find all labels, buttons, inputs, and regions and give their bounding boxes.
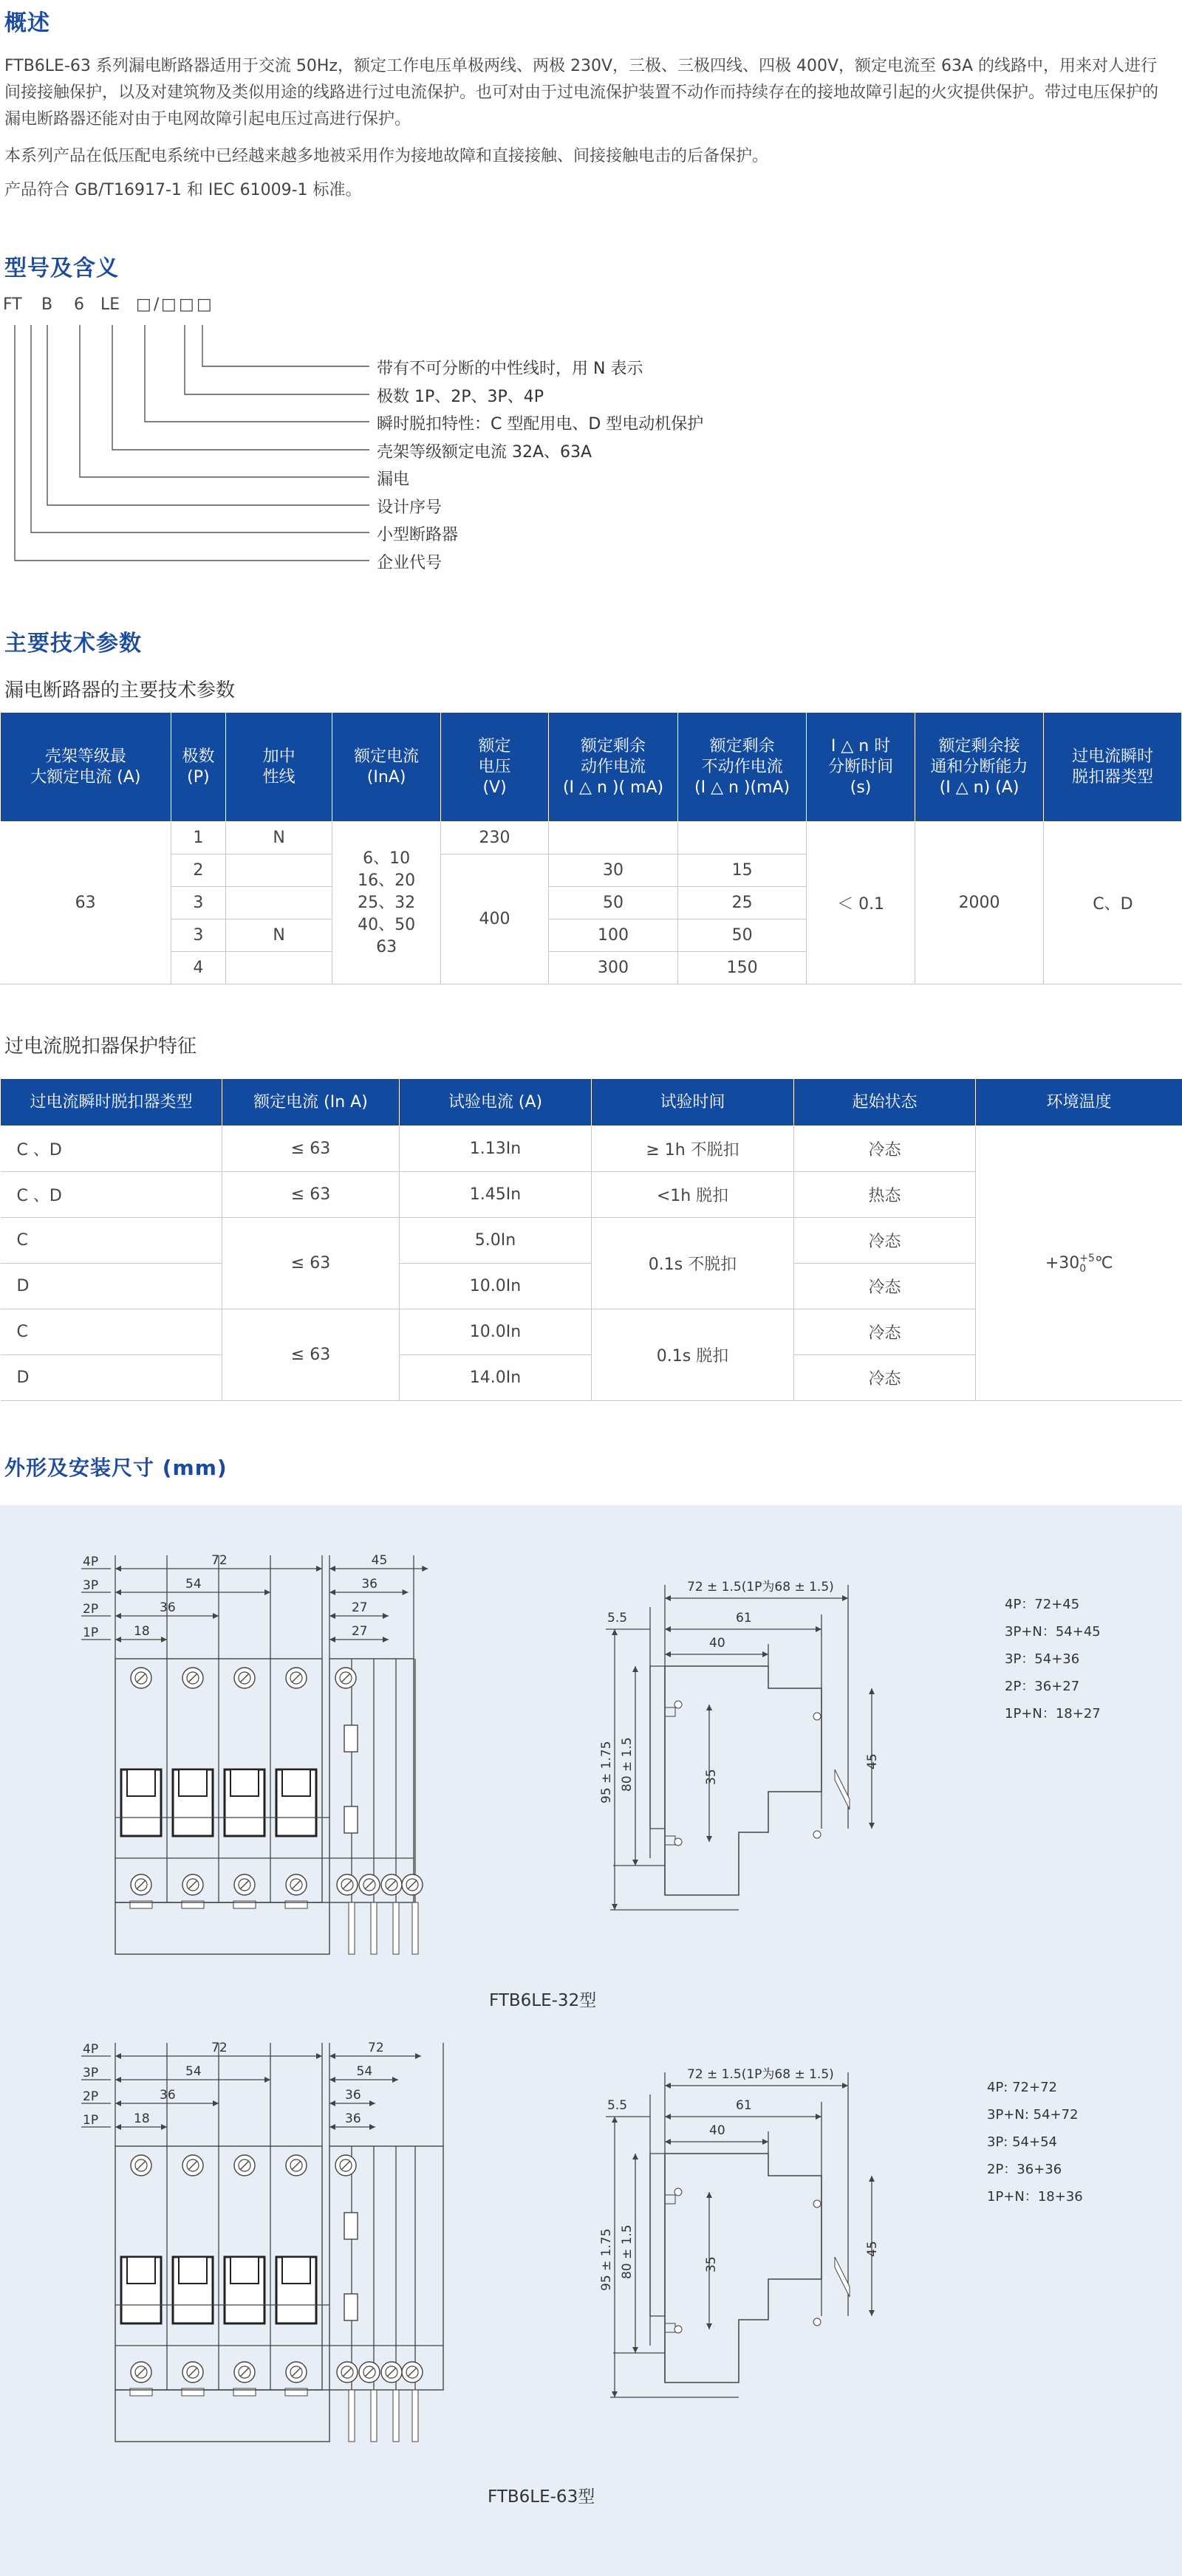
front-width-dim-arrow-l — [115, 1589, 121, 1595]
model-meaning-trip: 瞬时脱扣特性：C 型配用电、D 型电动机保护 — [377, 415, 704, 434]
profile-95-dim-arrow-t — [612, 1629, 618, 1635]
cell-residual-nonop: 15 — [677, 854, 807, 887]
profile-width-dim-arrow-l — [665, 2083, 671, 2089]
pole-label: 2P — [83, 1602, 99, 1617]
params-heading: 主要技术参数 — [4, 631, 142, 657]
profile-width-dim-arrow-r — [842, 2083, 848, 2089]
pole-label: 1P — [83, 2113, 99, 2128]
model-code-b: B — [41, 295, 53, 314]
model-meaning-frame: 壳架等级额定电流 32A、63A — [377, 443, 592, 462]
toggle-lever — [230, 1770, 259, 1796]
model-meaning-poles: 极数 1P、2P、3P、4P — [377, 388, 544, 406]
oc-time: 0.1s 不脱扣 — [592, 1218, 794, 1309]
oc-rated: ≤ 63 — [222, 1172, 400, 1218]
profile-95-dim-arrow-b — [612, 2391, 618, 2397]
toggle-lever — [282, 2257, 310, 2284]
toggle-lever — [282, 1770, 310, 1796]
model-heading: 型号及含义 — [4, 256, 119, 281]
toggle-lever — [179, 1770, 207, 1796]
cell-poles: 3 — [171, 919, 225, 952]
model-code-box-4: □ — [197, 295, 212, 314]
side-width-dim-arrow-r — [422, 1566, 428, 1572]
test-button — [344, 2213, 358, 2239]
profile-hole — [813, 2318, 821, 2326]
oc-th-type: 过电流瞬时脱扣器类型 — [1, 1079, 222, 1126]
connector-pin — [371, 1902, 377, 1954]
profile-view-63 — [599, 2067, 880, 2397]
oc-state: 冷态 — [794, 1355, 976, 1401]
side-width-dim-arrow-l — [329, 1637, 335, 1642]
cell-residual-nonop — [677, 822, 807, 854]
profile-61-label: 61 — [736, 2098, 752, 2113]
profile-40-dim-arrow-r — [762, 2139, 768, 2145]
notes-63: 4P: 72+72 3P+N: 54+72 3P: 54+54 2P：36+36 1P+N：18+36 — [987, 2080, 1083, 2205]
profile-hole — [674, 2188, 682, 2196]
front-width-dim-arrow-r — [316, 1566, 322, 1572]
profile-hole — [674, 1838, 682, 1846]
side-width-dim-arrow-l — [329, 1589, 335, 1595]
profile-95-dim-arrow-t — [612, 2117, 618, 2123]
rcd-module-body — [329, 1659, 414, 1902]
th-voltage: 额定 电压 (V) — [440, 713, 548, 822]
side-width-label: 27 — [351, 1600, 368, 1615]
pole-label: 2P — [83, 2089, 99, 2104]
profile-45-label: 45 — [865, 2241, 880, 2257]
profile-45-dim-arrow-b — [869, 1823, 875, 1829]
oc-th-time: 试验时间 — [592, 1079, 794, 1126]
profile-55-label: 5.5 — [607, 2098, 628, 2113]
front-width-dim-arrow-l — [115, 1637, 121, 1642]
model-meaning-company: 企业代号 — [377, 554, 443, 572]
front-view-32 — [81, 1553, 428, 1954]
oc-th-state: 起始状态 — [794, 1079, 976, 1126]
overcurrent-table — [0, 1078, 1182, 1401]
th-frame: 壳架等级最 大额定电流 (A) — [1, 713, 171, 822]
toggle-profile — [835, 1770, 850, 1809]
oc-time: 0.1s 脱扣 — [592, 1309, 794, 1401]
front-width-label: 72 — [211, 1553, 228, 1568]
profile-outline — [665, 1666, 821, 1895]
side-width-dim-arrow-l — [329, 1566, 335, 1572]
profile-hole — [674, 2326, 682, 2333]
overcurrent-subtitle: 过电流脱扣器保护特征 — [4, 1035, 197, 1058]
profile-95-dim-arrow-b — [612, 1904, 618, 1910]
profile-95-label: 95 ± 1.75 — [599, 1741, 614, 1803]
cell-residual-nonop: 50 — [677, 919, 807, 952]
profile-95-label: 95 ± 1.75 — [599, 2228, 614, 2291]
toggle-lever — [127, 2257, 155, 2284]
oc-type: D — [1, 1264, 222, 1309]
overcurrent-header-row — [1, 1079, 1182, 1126]
oc-current: 10.0In — [400, 1309, 592, 1355]
toggle-lever — [230, 2257, 259, 2284]
housing-bottom — [115, 2390, 329, 2442]
front-view-63 — [81, 2041, 443, 2442]
front-width-label: 54 — [185, 2064, 202, 2079]
profile-35-dim-arrow-t — [706, 1705, 712, 1710]
profile-hole — [813, 1713, 821, 1720]
profile-45-dim-arrow-t — [869, 2176, 875, 2182]
cell-poles: 2 — [171, 854, 225, 887]
din-notch — [665, 1836, 675, 1845]
side-width-dim-arrow-l — [329, 2053, 335, 2059]
profile-35-dim-arrow-b — [706, 1836, 712, 1842]
profile-45-dim-arrow-t — [869, 1688, 875, 1694]
cell-voltage: 400 — [440, 854, 548, 984]
front-width-label: 72 — [211, 2041, 228, 2055]
rcd-module-body — [329, 2146, 443, 2390]
cell-neutral — [225, 887, 332, 919]
profile-hole — [813, 1831, 821, 1838]
side-width-dim-arrow-r — [383, 1613, 389, 1619]
dimensions-heading: 外形及安装尺寸 (mm) — [4, 1456, 228, 1480]
front-width-dim-arrow-r — [264, 2077, 270, 2083]
params-table — [0, 712, 1182, 984]
profile-hole — [674, 1701, 682, 1708]
profile-40-dim-arrow-l — [665, 2139, 671, 2145]
model-code-slash: / — [154, 295, 160, 314]
front-width-dim-arrow-r — [161, 1637, 167, 1642]
front-width-dim-arrow-l — [115, 1566, 121, 1572]
cell-residual-nonop: 150 — [677, 952, 807, 984]
profile-80-dim-arrow-b — [632, 1860, 638, 1866]
cell-residual-op: 300 — [549, 952, 678, 984]
front-width-dim-arrow-r — [264, 1589, 270, 1595]
side-width-dim-arrow-r — [392, 2077, 398, 2083]
cell-residual-op: 30 — [549, 854, 678, 887]
din-notch — [665, 2323, 675, 2332]
front-width-dim-arrow-l — [115, 2077, 121, 2083]
oc-ambient-temp: +30 +5 0 ℃ — [976, 1126, 1182, 1401]
oc-time: ≥ 1h 不脱扣 — [592, 1126, 794, 1172]
profile-80-label: 80 ± 1.5 — [620, 1737, 635, 1792]
profile-61-dim-arrow-r — [816, 2114, 821, 2120]
side-width-label: 36 — [345, 2088, 361, 2103]
profile-80-dim-arrow-t — [632, 2154, 638, 2159]
cell-residual-op — [549, 822, 678, 854]
din-notch — [665, 2195, 675, 2204]
th-neutral: 加中 性线 — [225, 713, 332, 822]
th-rated-current: 额定电流 (InA) — [332, 713, 440, 822]
cell-poles: 4 — [171, 952, 225, 984]
cell-residual-op: 100 — [549, 919, 678, 952]
profile-61-dim-arrow-l — [665, 1626, 671, 1632]
profile-45-label: 45 — [865, 1753, 880, 1770]
pole-label: 4P — [83, 2042, 99, 2057]
profile-80-dim-arrow-b — [632, 2347, 638, 2353]
params-header-row — [1, 713, 1182, 822]
profile-61-label: 61 — [736, 1611, 752, 1626]
cell-rated-current: 6、10 16、20 25、32 40、50 63 — [332, 822, 440, 984]
reset-button — [344, 2294, 358, 2320]
cell-residual-op: 50 — [549, 887, 678, 919]
model-meaning-neutral: 带有不可分断的中性线时，用 N 表示 — [377, 360, 643, 378]
model-code-box-2: □ — [161, 295, 177, 314]
front-width-dim-arrow-l — [115, 2053, 121, 2059]
params-subtitle: 漏电断路器的主要技术参数 — [4, 679, 236, 702]
oc-current: 10.0In — [400, 1264, 592, 1309]
model-meaning-mcb: 小型断路器 — [377, 526, 459, 544]
profile-40-dim-arrow-l — [665, 1651, 671, 1657]
pole-label: 3P — [83, 2066, 99, 2080]
profile-55-label: 5.5 — [607, 1611, 628, 1626]
cell-frame: 63 — [1, 822, 171, 984]
side-width-label: 27 — [351, 1624, 368, 1639]
front-width-dim-arrow-r — [161, 2124, 167, 2130]
cell-poles: 1 — [171, 822, 225, 854]
pole-label: 4P — [83, 1555, 99, 1569]
oc-state: 冷态 — [794, 1126, 976, 1172]
profile-35-label: 35 — [704, 1769, 719, 1785]
profile-80-dim-arrow-t — [632, 1666, 638, 1672]
th-poles: 极数 (P) — [171, 713, 225, 822]
profile-35-label: 35 — [704, 2256, 719, 2272]
oc-th-current: 试验电流 (A) — [400, 1079, 592, 1126]
th-break-time: I △ n 时 分断时间 (s) — [807, 713, 915, 822]
cell-residual-nonop: 25 — [677, 887, 807, 919]
caption-63: FTB6LE-63型 — [488, 2487, 595, 2507]
connector-pin — [412, 2390, 418, 2442]
profile-40-label: 40 — [709, 2123, 725, 2138]
profile-45-dim-arrow-b — [869, 2310, 875, 2316]
profile-width-label: 72 ± 1.5(1P为68 ± 1.5) — [687, 1580, 834, 1594]
cell-neutral — [225, 952, 332, 984]
housing-bottom — [115, 1902, 329, 1954]
profile-61-dim-arrow-l — [665, 2114, 671, 2120]
front-width-dim-arrow-l — [115, 1613, 121, 1619]
connector-pin — [393, 1902, 399, 1954]
pole-label: 1P — [83, 1626, 99, 1640]
table-row — [1, 1126, 1182, 1172]
oc-current: 5.0In — [400, 1218, 592, 1264]
side-width-dim-arrow-r — [415, 2053, 421, 2059]
connector-pin — [349, 1902, 355, 1954]
toggle-lever — [179, 2257, 207, 2284]
th-capacity: 额定剩余接 通和分断能力 (I △ n) (A) — [915, 713, 1044, 822]
front-width-dim-arrow-r — [316, 2053, 322, 2059]
side-width-label: 36 — [345, 2111, 361, 2126]
reset-button — [344, 1806, 358, 1833]
oc-th-temp: 环境温度 — [976, 1079, 1182, 1126]
front-width-label: 18 — [134, 2111, 150, 2126]
overview-heading: 概述 — [4, 10, 50, 36]
oc-state: 冷态 — [794, 1264, 976, 1309]
cell-neutral: N — [225, 822, 332, 854]
front-width-dim-arrow-r — [213, 2100, 219, 2106]
caption-32: FTB6LE-32型 — [489, 1991, 597, 2010]
front-width-label: 18 — [134, 1624, 150, 1639]
cell-break-time: ＜ 0.1 — [807, 822, 915, 984]
side-width-label: 45 — [371, 1553, 388, 1568]
overview-para-2: 本系列产品在低压配电系统中已经越来越多地被采用作为接地故障和直接接触、间接接触电击的后备保护。 — [4, 147, 769, 165]
connector-pin — [412, 1902, 418, 1954]
side-width-dim-arrow-l — [329, 2100, 335, 2106]
model-code-6: 6 — [74, 295, 84, 314]
overview-para-3: 产品符合 GB/T16917-1 和 IEC 61009-1 标准。 — [4, 181, 362, 199]
oc-type: C 、D — [1, 1126, 222, 1172]
th-residual-nonop: 额定剩余 不动作电流 (I △ n )(mA) — [677, 713, 807, 822]
overview-para-1: FTB6LE-63 系列漏电断路器适用于交流 50Hz，额定工作电压单极两线、两极 230V，三极、三极四线、四极 400V，额定电流至 63A 的线路中，用来对人进行间接接触保护，以及对建筑物及类似用途的线路进行过电流保护。也可对由于过电流保护装置不动作而持续存在的接地故障引起的火灾提供保护。带过电压保护的漏电断路器还能对由于电网故障引起电压过高进行保护。 — [4, 57, 1159, 129]
profile-outline — [665, 2154, 821, 2383]
side-width-label: 36 — [361, 1577, 378, 1592]
profile-40-label: 40 — [709, 1636, 725, 1651]
model-meaning-leakage: 漏电 — [377, 470, 410, 489]
oc-state: 冷态 — [794, 1309, 976, 1355]
cell-neutral — [225, 854, 332, 887]
front-width-dim-arrow-r — [213, 1613, 219, 1619]
profile-35-dim-arrow-t — [706, 2192, 712, 2198]
oc-state: 热态 — [794, 1172, 976, 1218]
cell-trip-type: C、D — [1044, 822, 1182, 984]
oc-state: 冷态 — [794, 1218, 976, 1264]
params-row — [1, 822, 1182, 854]
model-meaning-design: 设计序号 — [377, 499, 443, 517]
cell-poles: 3 — [171, 887, 225, 919]
side-width-dim-arrow-r — [403, 1589, 409, 1595]
oc-type: C 、D — [1, 1172, 222, 1218]
profile-width-label: 72 ± 1.5(1P为68 ± 1.5) — [687, 2067, 834, 2082]
model-diagram — [0, 295, 739, 576]
front-width-label: 36 — [160, 1600, 176, 1615]
dimension-drawings — [0, 1505, 1182, 2576]
oc-rated: ≤ 63 — [222, 1309, 400, 1401]
profile-80-label: 80 ± 1.5 — [620, 2224, 635, 2279]
oc-current: 14.0In — [400, 1355, 592, 1401]
profile-35-dim-arrow-b — [706, 2323, 712, 2329]
toggle-profile — [835, 2257, 850, 2297]
side-width-dim-arrow-r — [369, 2124, 375, 2130]
front-width-dim-arrow-l — [115, 2100, 121, 2106]
profile-view-32 — [599, 1580, 880, 1910]
profile-40-dim-arrow-r — [762, 1651, 768, 1657]
profile-width-dim-arrow-l — [665, 1595, 671, 1601]
oc-th-rated: 额定电流 (In A) — [222, 1079, 400, 1126]
pole-label: 3P — [83, 1578, 99, 1593]
side-width-label: 72 — [368, 2041, 384, 2055]
front-width-dim-arrow-l — [115, 2124, 121, 2130]
side-width-dim-arrow-r — [369, 2100, 375, 2106]
side-width-dim-arrow-l — [329, 2124, 335, 2130]
cell-neutral: N — [225, 919, 332, 952]
oc-time: <1h 脱扣 — [592, 1172, 794, 1218]
oc-type: C — [1, 1218, 222, 1264]
connector-pin — [393, 2390, 399, 2442]
profile-61-dim-arrow-r — [816, 1626, 821, 1632]
notes-32: 4P：72+45 3P+N：54+45 3P：54+36 2P：36+27 1P+N：18+27 — [1005, 1597, 1101, 1722]
profile-hole — [813, 2200, 821, 2207]
front-width-label: 54 — [185, 1577, 202, 1592]
model-code-box-1: □ — [136, 295, 151, 314]
cell-capacity: 2000 — [915, 822, 1044, 984]
side-width-dim-arrow-l — [329, 2077, 335, 2083]
profile-width-dim-arrow-r — [842, 1595, 848, 1601]
model-leader-lines — [0, 295, 739, 576]
side-width-dim-arrow-l — [329, 1613, 335, 1619]
connector-pin — [371, 2390, 377, 2442]
oc-type: D — [1, 1355, 222, 1401]
oc-current: 1.13In — [400, 1126, 592, 1172]
test-button — [344, 1725, 358, 1752]
th-trip-type: 过电流瞬时 脱扣器类型 — [1044, 713, 1182, 822]
front-width-label: 36 — [160, 2088, 176, 2103]
toggle-lever — [127, 1770, 155, 1796]
oc-type: C — [1, 1309, 222, 1355]
model-code-box-3: □ — [179, 295, 194, 314]
din-notch — [665, 1707, 675, 1716]
th-residual-op: 额定剩余 动作电流 (I △ n )( mA) — [549, 713, 678, 822]
oc-rated: ≤ 63 — [222, 1126, 400, 1172]
side-width-dim-arrow-r — [383, 1637, 389, 1642]
side-width-label: 54 — [356, 2064, 373, 2079]
oc-current: 1.45In — [400, 1172, 592, 1218]
connector-pin — [349, 2390, 355, 2442]
cell-voltage: 230 — [440, 822, 548, 854]
model-code-le: LE — [100, 295, 120, 314]
model-code-ft: FT — [3, 295, 22, 314]
oc-rated: ≤ 63 — [222, 1218, 400, 1309]
